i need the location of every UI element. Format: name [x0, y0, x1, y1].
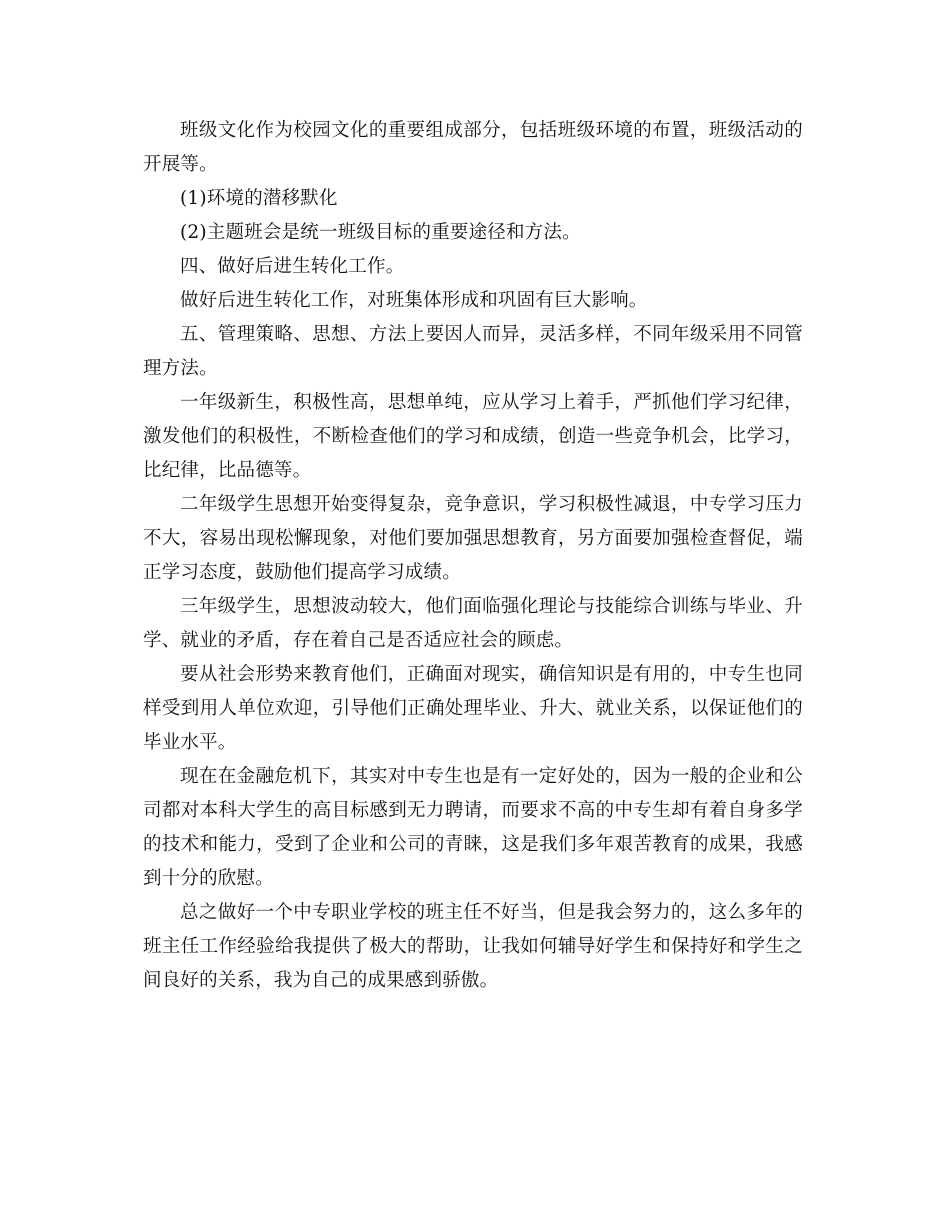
heading-section-four: 四、做好后进生转化工作。 [180, 256, 405, 277]
paragraph-third-year: 三年级学生，思想波动较大，他们面临强化理论与技能综合训练与毕业、升学、就业的矛盾，存在着自己是否适应社会的顾虑。 [143, 596, 803, 651]
heading-section-five: 五、管理策略、思想、方法上要因人而异，灵活多样，不同年级采用不同管理方法。 [143, 324, 803, 379]
paragraph-second-year: 二年级学生思想开始变得复杂，竞争意识，学习积极性减退，中专学习压力不大，容易出现松懈现象，对他们要加强思想教育，另方面要加强检查督促，端正学习态度，鼓励他们提高学习成绩。 [143, 494, 803, 583]
paragraph-social-education: 要从社会形势来教育他们，正确面对现实，确信知识是有用的，中专生也同样受到用人单位欢迎，引导他们正确处理毕业、升大、就业关系，以保证他们的毕业水平。 [143, 664, 803, 753]
paragraph-conclusion: 总之做好一个中专职业学校的班主任不好当，但是我会努力的，这么多年的班主任工作经验给我提供了极大的帮助，让我如何辅导好学生和保持好和学生之间良好的关系，我为自己的成果感到骄傲。 [143, 902, 803, 991]
paragraph-theme-meeting: (2)主题班会是统一班级目标的重要途径和方法。 [180, 222, 581, 243]
paragraph-financial-crisis: 现在在金融危机下，其实对中专生也是有一定好处的，因为一般的企业和公司都对本科大学生的高目标感到无力聘请，而要求不高的中专生却有着自身多学的技术和能力，受到了企业和公司的青睐，这是我们多年艰苦教育的成果，我感到十分的欣慰。 [143, 766, 803, 889]
document-body [143, 114, 803, 998]
paragraph-first-year: 一年级新生，积极性高，思想单纯，应从学习上着手，严抓他们学习纪律，激发他们的积极性，不断检查他们的学习和成绩，创造一些竞争机会，比学习，比纪律，比品德等。 [143, 392, 803, 481]
paragraph-transformation: 做好后进生转化工作，对班集体形成和巩固有巨大影响。 [180, 290, 648, 311]
paragraph-class-culture: 班级文化作为校园文化的重要组成部分，包括班级环境的布置，班级活动的开展等。 [143, 120, 803, 175]
paragraph-environment: (1)环境的潜移默化 [180, 188, 338, 209]
